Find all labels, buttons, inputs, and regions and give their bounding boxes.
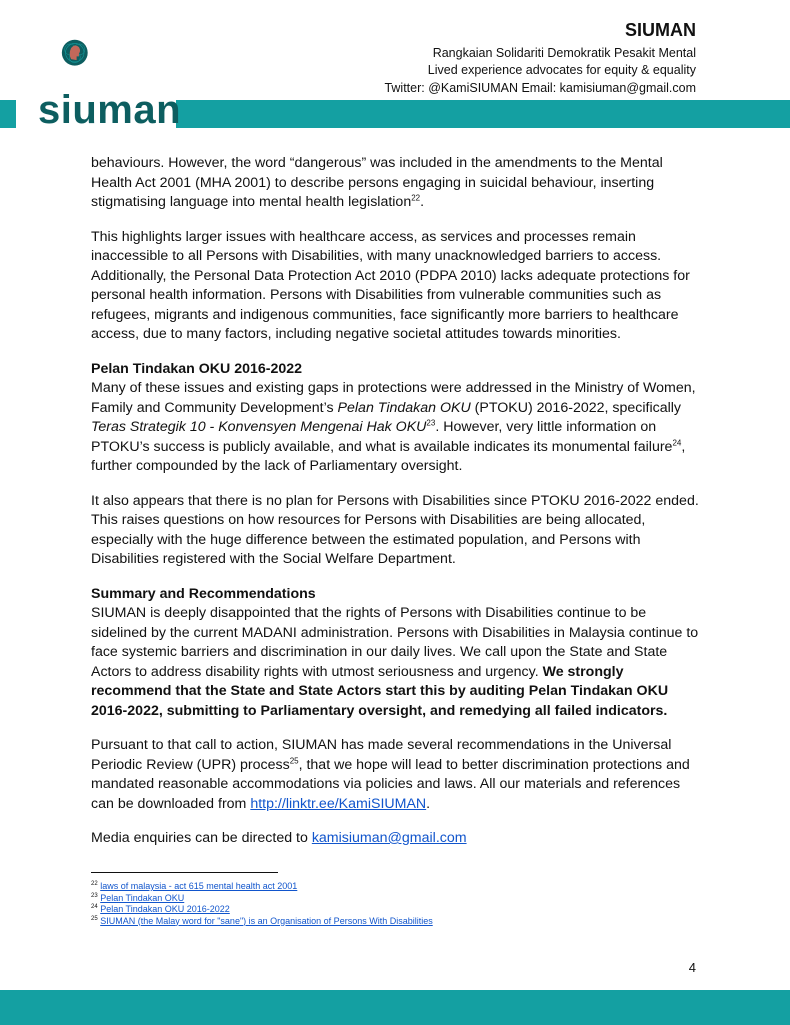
logo-wordmark: siuman (38, 88, 182, 132)
footnote-ref-23[interactable]: 23 (426, 418, 436, 428)
email-link[interactable]: kamisiuman@gmail.com (311, 830, 467, 846)
document-body (91, 154, 703, 864)
paragraph-healthcare-access: This highlights larger issues with healthcare access, as services and processes remain inaccessible to all Persons with Disabilities, with many unacknowledged barriers to access. Additionally, the Personal Data Protection Act 2010 (PDPA 2010) lacks adequate protections for personal health information. Persons with Disabilities from vulnerable communities such as refugees, migrants and indigenous communities, face significantly more barriers to healthcare access, due to many factors, including negative societal attitudes towards minorities. (91, 228, 690, 342)
paragraph-upr: Pursuant to that call to action, SIUMAN has made several recommendations in the Universal Periodic Review (UPR) process$^{25}$, that we hope will lead to better discrimination protections and mandated reasonable accommodations via policies and laws. All our materials and references can be downloaded from http://linktr.ee/KamiSIUMAN. (91, 737, 690, 812)
footnote-22: $^{22}$ laws of malaysia - act 615 mental health act 2001 (91, 881, 298, 891)
footnote-divider (91, 872, 278, 873)
footnote-link[interactable]: SIUMAN (the Malay word for "sane") is an Organisation of Persons With Disabilities (100, 915, 433, 926)
org-title: SIUMAN (625, 20, 696, 40)
footnote-ref-22[interactable]: 22 (411, 193, 421, 203)
paragraph-ptoku: Many of these issues and existing gaps in protections were addressed in the Ministry of Women, Family and Community Development’s Pelan Tindakan OKU (PTOKU) 2016-2022, specifically Teras Strategik 10 - Konvensyen Mengenai Hak OKU$^{23}$. However, very little information on PTOKU’s success is publicly available, and what is available indicates its monumental failure$^{24}$, further compounded by the lack of Parliamentary oversight. (91, 380, 696, 474)
org-fullname: Rangkaian Solidariti Demokratik Pesakit Mental (432, 46, 696, 60)
org-contact: Twitter: @KamiSIUMAN Email: kamisiuman@gmail.com (384, 81, 696, 95)
org-tagline: Lived experience advocates for equity & equality (427, 63, 696, 77)
footnote-ref-24[interactable]: 24 (672, 437, 682, 447)
paragraph-media: Media enquiries can be directed to kamisiuman@gmail.com (91, 830, 467, 846)
footnote-25: $^{25}$ SIUMAN (the Malay word for "sane") is an Organisation of Persons With Disabilities (91, 915, 433, 926)
linktree-link[interactable]: http://linktr.ee/KamiSIUMAN (250, 795, 427, 812)
footnote-ref-25[interactable]: 25 (289, 755, 299, 765)
heading-pelan-tindakan: Pelan Tindakan OKU 2016-2022 (91, 360, 303, 377)
footnote-23: $^{23}$ Pelan Tindakan OKU (91, 892, 185, 903)
footnote-link[interactable]: laws of malaysia - act 615 mental health act 2001 (100, 881, 298, 891)
footnote-24: $^{24}$ Pelan Tindakan OKU 2016-2022 (91, 904, 230, 914)
page-number: 4 (688, 960, 696, 975)
recommendation-bold: We strongly recommend that the State and State Actors start this by auditing Pelan Tindakan OKU 2016-2022, submitting to Parliamentary oversight, and remedying all failed indicators. (91, 663, 669, 719)
paragraph-mha: behaviours. However, the word “dangerous” was included in the amendments to the Mental Health Act 2001 (MHA 2001) to describe persons engaging in suicidal behaviour, inserting stigmatising language into mental health legislation$^{22}$. (91, 155, 663, 210)
heading-summary: Summary and Recommendations (91, 585, 316, 602)
paragraph-summary: SIUMAN is deeply disappointed that the rights of Persons with Disabilities continue to be sidelined by the current MADANI administration. Persons with Disabilities in Malaysia continue to face systemic barriers and discrimination in our daily lives. We call upon the State and State Actors to address disability rights with utmost seriousness and urgency. We strongly recommend that the State and State Actors start this by auditing Pelan Tindakan OKU 2016-2022, submitting to Parliamentary oversight, and remedying all failed indicators. (91, 605, 699, 719)
footer-band (0, 990, 790, 1025)
paragraph-no-plan: It also appears that there is no plan for Persons with Disabilities since PTOKU 2016-2022 ended. This raises questions on how resources for Persons with Disabilities are being allocated, especially with the huge difference between the estimated population, and Persons with Disabilities registered with the Social Welfare Department. (91, 492, 699, 567)
footnote-link[interactable]: Pelan Tindakan OKU (100, 892, 185, 903)
footnotes (91, 881, 433, 927)
footnote-link[interactable]: Pelan Tindakan OKU 2016-2022 (100, 904, 230, 914)
siuman-logo-icon (60, 30, 120, 92)
